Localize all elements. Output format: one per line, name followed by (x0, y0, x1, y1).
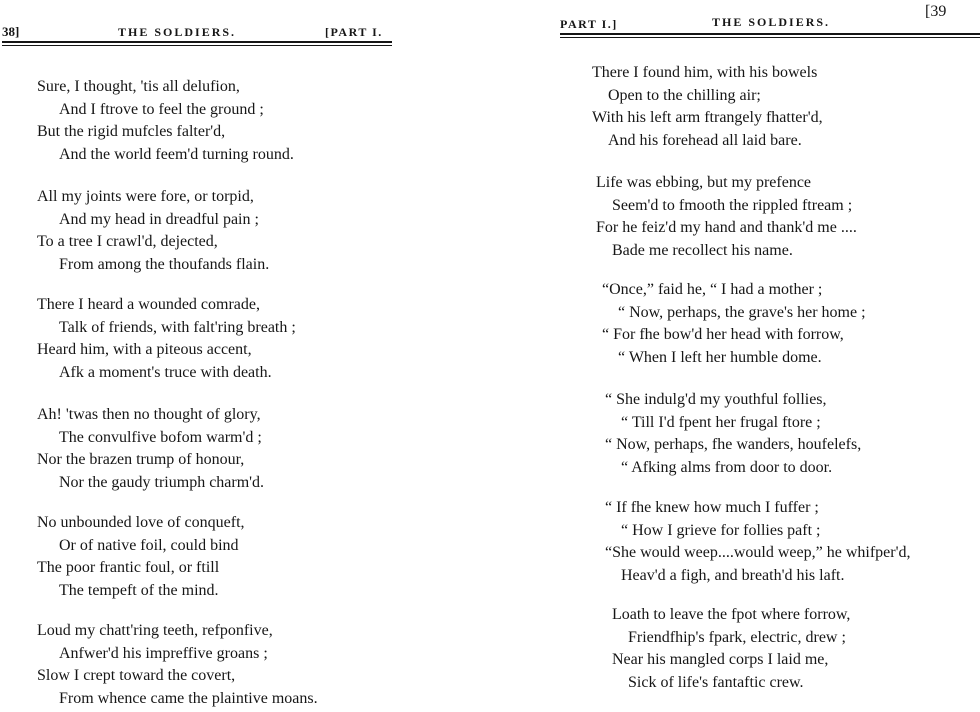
verse-line: Sick of life's fantaftic crew. (628, 673, 804, 691)
verse-line: Or of native foil, could bind (59, 536, 239, 554)
left-part-label: [PART I. (325, 25, 383, 39)
verse-line: Nor the brazen trump of honour, (37, 451, 245, 468)
verse-line: With his left arm ftrangely fhatter'd, (592, 109, 823, 126)
right-page (550, 0, 980, 712)
verse-line: And the world feem'd turning round. (59, 145, 294, 163)
verse-line: “ She indulg'd my youthful follies, (605, 391, 827, 408)
right-part-label: PART I.] (560, 17, 618, 31)
verse-line: And I ftrove to feel the ground ; (59, 100, 264, 118)
verse-line: For he feiz'd my hand and thank'd me .... (596, 219, 857, 236)
right-stanza-4 (605, 389, 861, 479)
left-page-number: 38] (2, 24, 20, 39)
verse-line: The convulfive bofom warm'd ; (59, 428, 262, 446)
verse-line: “ When I left her humble dome. (618, 348, 822, 366)
right-header-rule (560, 33, 980, 38)
left-stanza-1 (37, 76, 294, 166)
verse-line: Talk of friends, with falt'ring breath ; (59, 318, 296, 336)
verse-line: The poor frantic foul, or ftill (37, 559, 220, 576)
left-stanza-6 (37, 620, 318, 710)
verse-line: All my joints were fore, or torpid, (37, 188, 254, 205)
verse-line: The tempeft of the mind. (59, 581, 219, 599)
left-header-rule (2, 41, 392, 46)
verse-line: Heav'd a figh, and breath'd his laft. (621, 566, 845, 584)
left-stanza-4 (37, 404, 264, 494)
verse-line: Heard him, with a piteous accent, (37, 341, 252, 358)
right-page-number: [39 (925, 3, 947, 20)
verse-line: “ Now, perhaps, fhe wanders, houfelefs, (605, 436, 862, 453)
verse-line: There I found him, with his bowels (592, 64, 818, 81)
left-running-title: THE SOLDIERS. (118, 25, 237, 39)
verse-line: Ah! 'twas then no thought of glory, (37, 406, 261, 423)
left-stanza-2 (37, 186, 269, 276)
verse-line: Life was ebbing, but my prefence (596, 174, 812, 191)
verse-line: Slow I crept toward the covert, (37, 667, 236, 684)
right-stanza-2 (596, 172, 857, 262)
right-stanza-5 (605, 497, 910, 587)
verse-line: To a tree I crawl'd, dejected, (37, 233, 218, 250)
right-stanza-6 (612, 604, 850, 694)
verse-line: There I heard a wounded comrade, (37, 296, 260, 313)
verse-line: And my head in dreadful pain ; (59, 210, 259, 228)
verse-line: “Once,” faid he, “ I had a mother ; (602, 281, 823, 298)
right-stanza-1 (592, 62, 823, 152)
verse-line: Friendfhip's fpark, electric, drew ; (628, 628, 846, 646)
verse-line: No unbounded love of conqueft, (37, 514, 245, 531)
verse-line: Bade me recollect his name. (612, 241, 793, 259)
left-stanza-3 (37, 294, 296, 384)
verse-line: Loud my chatt'ring teeth, refponfive, (37, 622, 273, 639)
verse-line: “ For fhe bow'd her head with forrow, (602, 326, 844, 343)
verse-line: Loath to leave the fpot where forrow, (612, 606, 851, 623)
verse-line: “ If fhe knew how much I fuffer ; (605, 499, 819, 516)
verse-line: “She would weep....would weep,” he whifper'd, (605, 544, 911, 561)
verse-line: Afk a moment's truce with death. (59, 363, 272, 381)
verse-line: “ Till I'd fpent her frugal ftore ; (621, 413, 821, 431)
verse-line: Seem'd to fmooth the rippled ftream ; (612, 196, 853, 214)
right-running-title: THE SOLDIERS. (712, 15, 831, 29)
verse-line: Sure, I thought, 'tis all delufion, (37, 78, 240, 95)
verse-line: “ How I grieve for follies paft ; (621, 521, 821, 539)
verse-line: Nor the gaudy triumph charm'd. (59, 473, 265, 491)
verse-line: From among the thoufands flain. (59, 255, 270, 273)
right-stanza-3 (602, 279, 866, 369)
verse-line: From whence came the plaintive moans. (59, 689, 318, 707)
verse-line: Anfwer'd his impreffive groans ; (59, 644, 268, 662)
verse-line: Open to the chilling air; (608, 86, 761, 104)
verse-line: But the rigid mufcles falter'd, (37, 123, 226, 140)
verse-line: “ Now, perhaps, the grave's her home ; (618, 303, 866, 321)
verse-line: And his forehead all laid bare. (608, 131, 802, 149)
verse-line: Near his mangled corps I laid me, (612, 651, 829, 668)
left-stanza-5 (37, 512, 245, 602)
verse-line: “ Afking alms from door to door. (621, 458, 833, 476)
